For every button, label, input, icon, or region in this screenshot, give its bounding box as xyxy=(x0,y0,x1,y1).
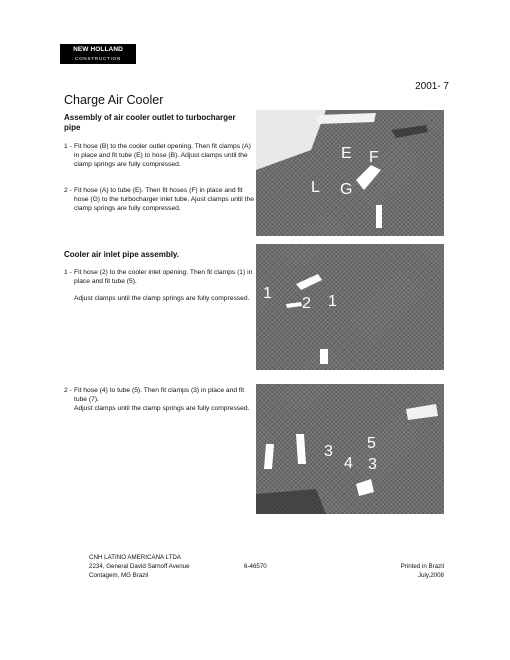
photo2-label-1: 1 xyxy=(263,285,272,302)
photo-inlet-tube xyxy=(256,384,444,514)
photo3-label-3b: 3 xyxy=(368,456,377,473)
photo1-label-f: F xyxy=(369,149,379,166)
section1-step1 xyxy=(64,142,254,170)
step-extra-text: Adjust clamps until the clamp springs are fully compressed. xyxy=(74,295,250,303)
footer-date: July,2008 xyxy=(417,572,444,579)
photo1-label-g: G xyxy=(340,181,353,198)
section2-step1 xyxy=(64,268,254,304)
section2-step2 xyxy=(64,386,254,414)
photo3-label-4: 4 xyxy=(344,455,353,472)
footer-printed: Printed in Brazil xyxy=(400,563,444,570)
footer-company: CNH LATINO AMERICANA LTDA xyxy=(89,554,181,561)
step-number: 1 - xyxy=(64,269,72,276)
photo-air-cooler-outlet xyxy=(256,110,444,236)
logo-brand: NEW HOLLAND xyxy=(73,46,123,53)
section1-heading: Assembly of air cooler outlet to turbocharger pipe xyxy=(64,113,236,132)
photo2-label-1b: 1 xyxy=(328,293,337,310)
photo3-label-5: 5 xyxy=(367,435,376,452)
new-holland-logo xyxy=(60,44,136,64)
photo-cooler-inlet xyxy=(256,244,444,370)
photo2-label-2: 2 xyxy=(302,295,311,312)
footer-doc-code: 6-46570 xyxy=(244,563,267,570)
photo1-label-e: E xyxy=(341,145,352,162)
step-number: 2 - xyxy=(64,387,72,394)
section2-heading: Cooler air inlet pipe assembly. xyxy=(64,250,179,259)
footer-address: 2234, General David Sarnoff Avenue xyxy=(89,563,190,570)
logo-subtitle: CONSTRUCTION xyxy=(75,56,121,61)
step-number: 2 - xyxy=(64,187,72,194)
section-title: Charge Air Cooler xyxy=(64,93,164,107)
step-text: Fit hose (A) to tube (E). Then fit hoses (F) in place and fit hose (G) to the turbocharger inlet tube. Ajust clamps until the clamp springs are fully compressed. xyxy=(74,187,254,213)
step-extra-text: Adjust clamps until the clamp springs are fully compressed. xyxy=(74,405,250,413)
step-text: Fit hose (2) to the cooler inlet opening. Then fit clamps (1) in place and fit tube (5). xyxy=(74,269,253,286)
page-number: 2001- 7 xyxy=(415,81,449,92)
photo2-graphic xyxy=(256,244,444,370)
photo1-label-l: L xyxy=(311,179,320,196)
step-number: 1 - xyxy=(64,143,72,150)
photo1-graphic xyxy=(256,110,444,236)
section1-step2 xyxy=(64,186,254,214)
photo3-label-3: 3 xyxy=(324,443,333,460)
step-text: Fit hose (4) to tube (5). Then fit clamps (3) in place and fit tube (7). xyxy=(74,387,245,404)
footer-city: Contagem, MG Brazil xyxy=(89,572,149,579)
step-text: Fit hose (B) to the cooler outlet opening. Then fit clamps (A) in place and fit tube (E) to hose (B). Adjust clamps until the clamp springs are fully compressed. xyxy=(74,143,251,169)
photo3-graphic xyxy=(256,384,444,514)
